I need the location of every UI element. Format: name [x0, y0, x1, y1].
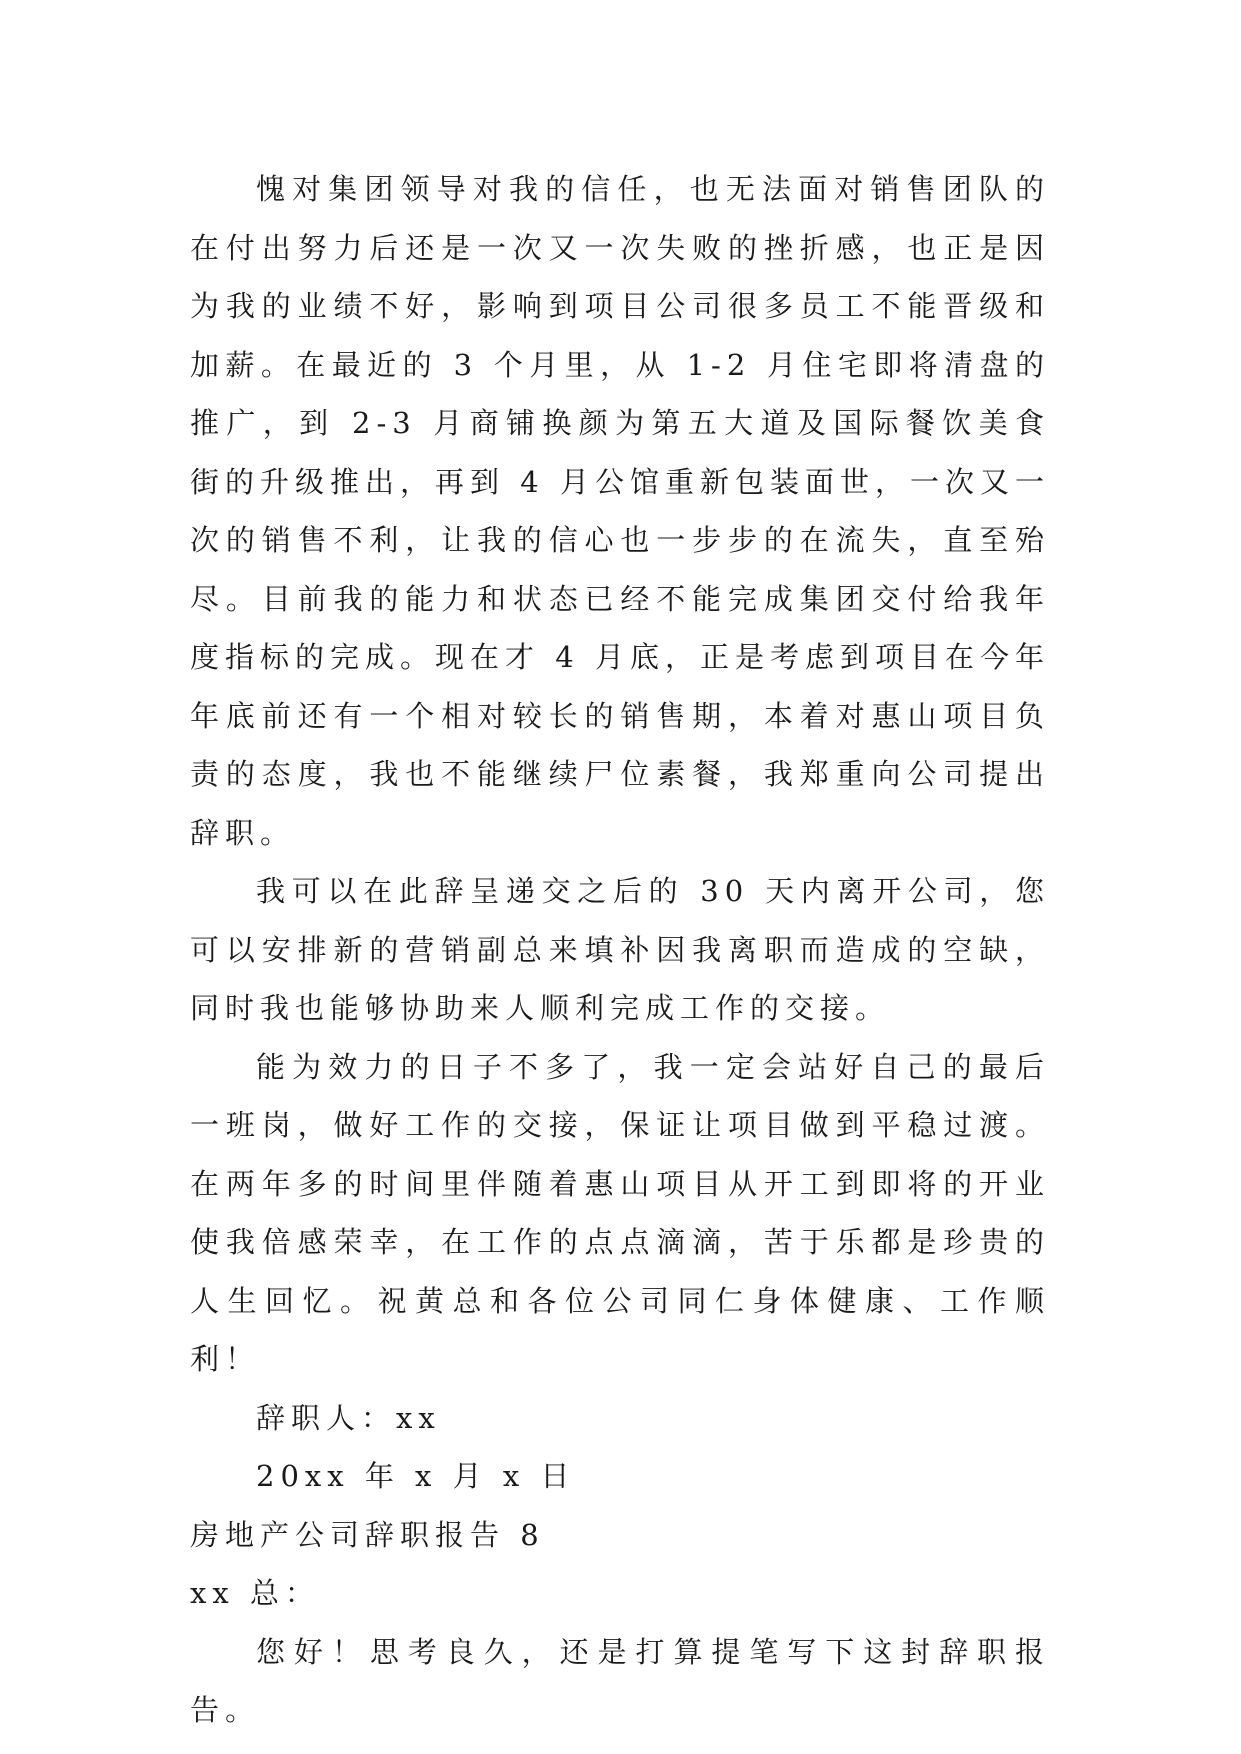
date-line: 20xx 年 x 月 x 日 [256, 1459, 576, 1493]
body-paragraph: 能为效力的日子不多了，我一定会站好自己的最后一班岗，做好工作的交接，保证让项目做到平稳过渡。在两年多的时间里伴随着惠山项目从开工到即将的开业使我倍感荣幸，在工作的点点滴滴，苦于乐都是珍贵的人生回忆。祝黄总和各位公司同仁身体健康、工作顺利！ [190, 1049, 1050, 1376]
body-paragraph: 我可以在此辞呈递交之后的 30 天内离开公司，您可以安排新的营销副总来填补因我离职而造成的空缺，同时我也能够协助来人顺利完成工作的交接。 [190, 874, 1050, 1025]
signature-line: 辞职人：xx [256, 1400, 441, 1435]
salutation: xx 总： [190, 1576, 320, 1610]
opening-paragraph: 您好！思考良久，还是打算提笔写下这封辞职报告。 [190, 1634, 1050, 1727]
body-paragraph: 愧对集团领导对我的信任，也无法面对销售团队的在付出努力后还是一次又一次失败的挫折感，也正是因为我的业绩不好，影响到项目公司很多员工不能晋级和加薪。在最近的 3 个月里，从 1-2 月住宅即将清盘的推广，到 2-3 月商铺换颜为第五大道及国际餐饮美食街的升级推出，再到 4 月公馆重新包装面世，一次又一次的销售不利，让我的信心也一步步的在流失，直至殆尽。目前我的能力和状态已经不能完成集团交付给我年度指标的完成。现在才 4 月底，正是考虑到项目在今年年底前还有一个相对较长的销售期，本着对惠山项目负责的态度，我也不能继续尸位素餐，我郑重向公司提出辞职。 [190, 172, 1050, 850]
document-body [190, 160, 1050, 1740]
section-title: 房地产公司辞职报告 8 [190, 1517, 545, 1552]
